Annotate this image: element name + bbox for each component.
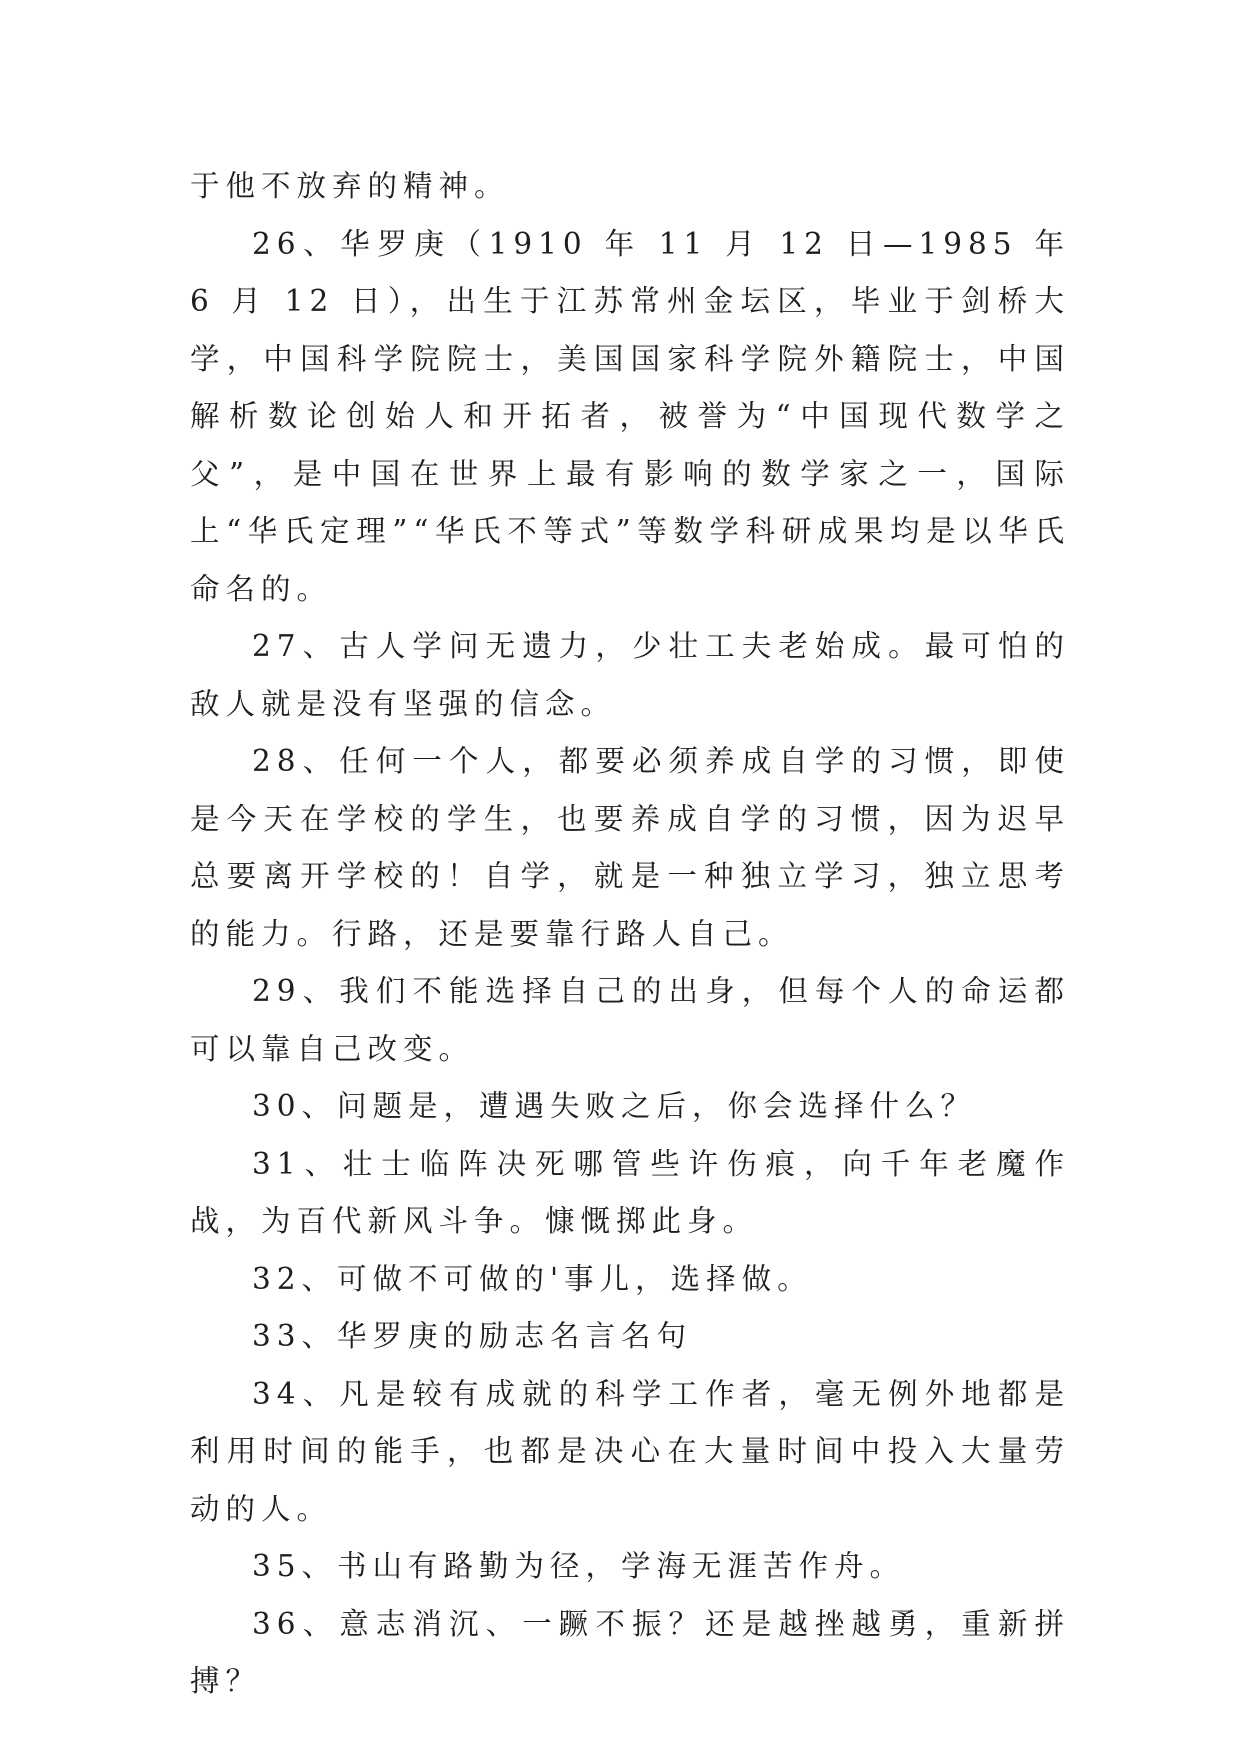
paragraph-33: 33、华罗庚的励志名言名句 bbox=[252, 1319, 693, 1353]
document-body bbox=[190, 158, 1070, 1711]
paragraph-28: 28、任何一个人，都要必须养成自学的习惯，即使是今天在学校的学生，也要养成自学的习惯，因为迟早总要离开学校的！自学，就是一种独立学习，独立思考的能力。行路，还是要靠行路人自己。 bbox=[190, 744, 1070, 951]
paragraph-30: 30、问题是，遭遇失败之后，你会选择什么？ bbox=[252, 1089, 977, 1123]
paragraph-29: 29、我们不能选择自己的出身，但每个人的命运都可以靠自己改变。 bbox=[190, 974, 1070, 1066]
paragraph-34: 34、凡是较有成就的科学工作者，毫无例外地都是利用时间的能手，也都是决心在大量时间中投入大量劳动的人。 bbox=[190, 1376, 1070, 1526]
paragraph-continuation: 于他不放弃的精神。 bbox=[190, 169, 510, 203]
paragraph-32: 32、可做不可做的'事儿，选择做。 bbox=[252, 1261, 813, 1296]
paragraph-27: 27、古人学问无遗力，少壮工夫老始成。最可怕的敌人就是没有坚强的信念。 bbox=[190, 629, 1070, 721]
paragraph-36: 36、意志消沉、一蹶不振？还是越挫越勇，重新拼搏？ bbox=[190, 1606, 1070, 1698]
paragraph-35: 35、书山有路勤为径，学海无涯苦作舟。 bbox=[252, 1549, 906, 1583]
paragraph-31: 31、壮士临阵决死哪管些许伤痕，向千年老魔作战，为百代新风斗争。慷慨掷此身。 bbox=[190, 1146, 1070, 1238]
paragraph-26: 26、华罗庚（1910 年 11 月 12 日—1985 年 6 月 12 日），出生于江苏常州金坛区，毕业于剑桥大学，中国科学院院士，美国国家科学院外籍院士，中国解析数论创始人和开拓者，被誉为“中国现代数学之父”，是中国在世界上最有影响的数学家之一，国际上“华氏定理”“华氏不等式”等数学科研成果均是以华氏命名的。 bbox=[190, 226, 1070, 606]
